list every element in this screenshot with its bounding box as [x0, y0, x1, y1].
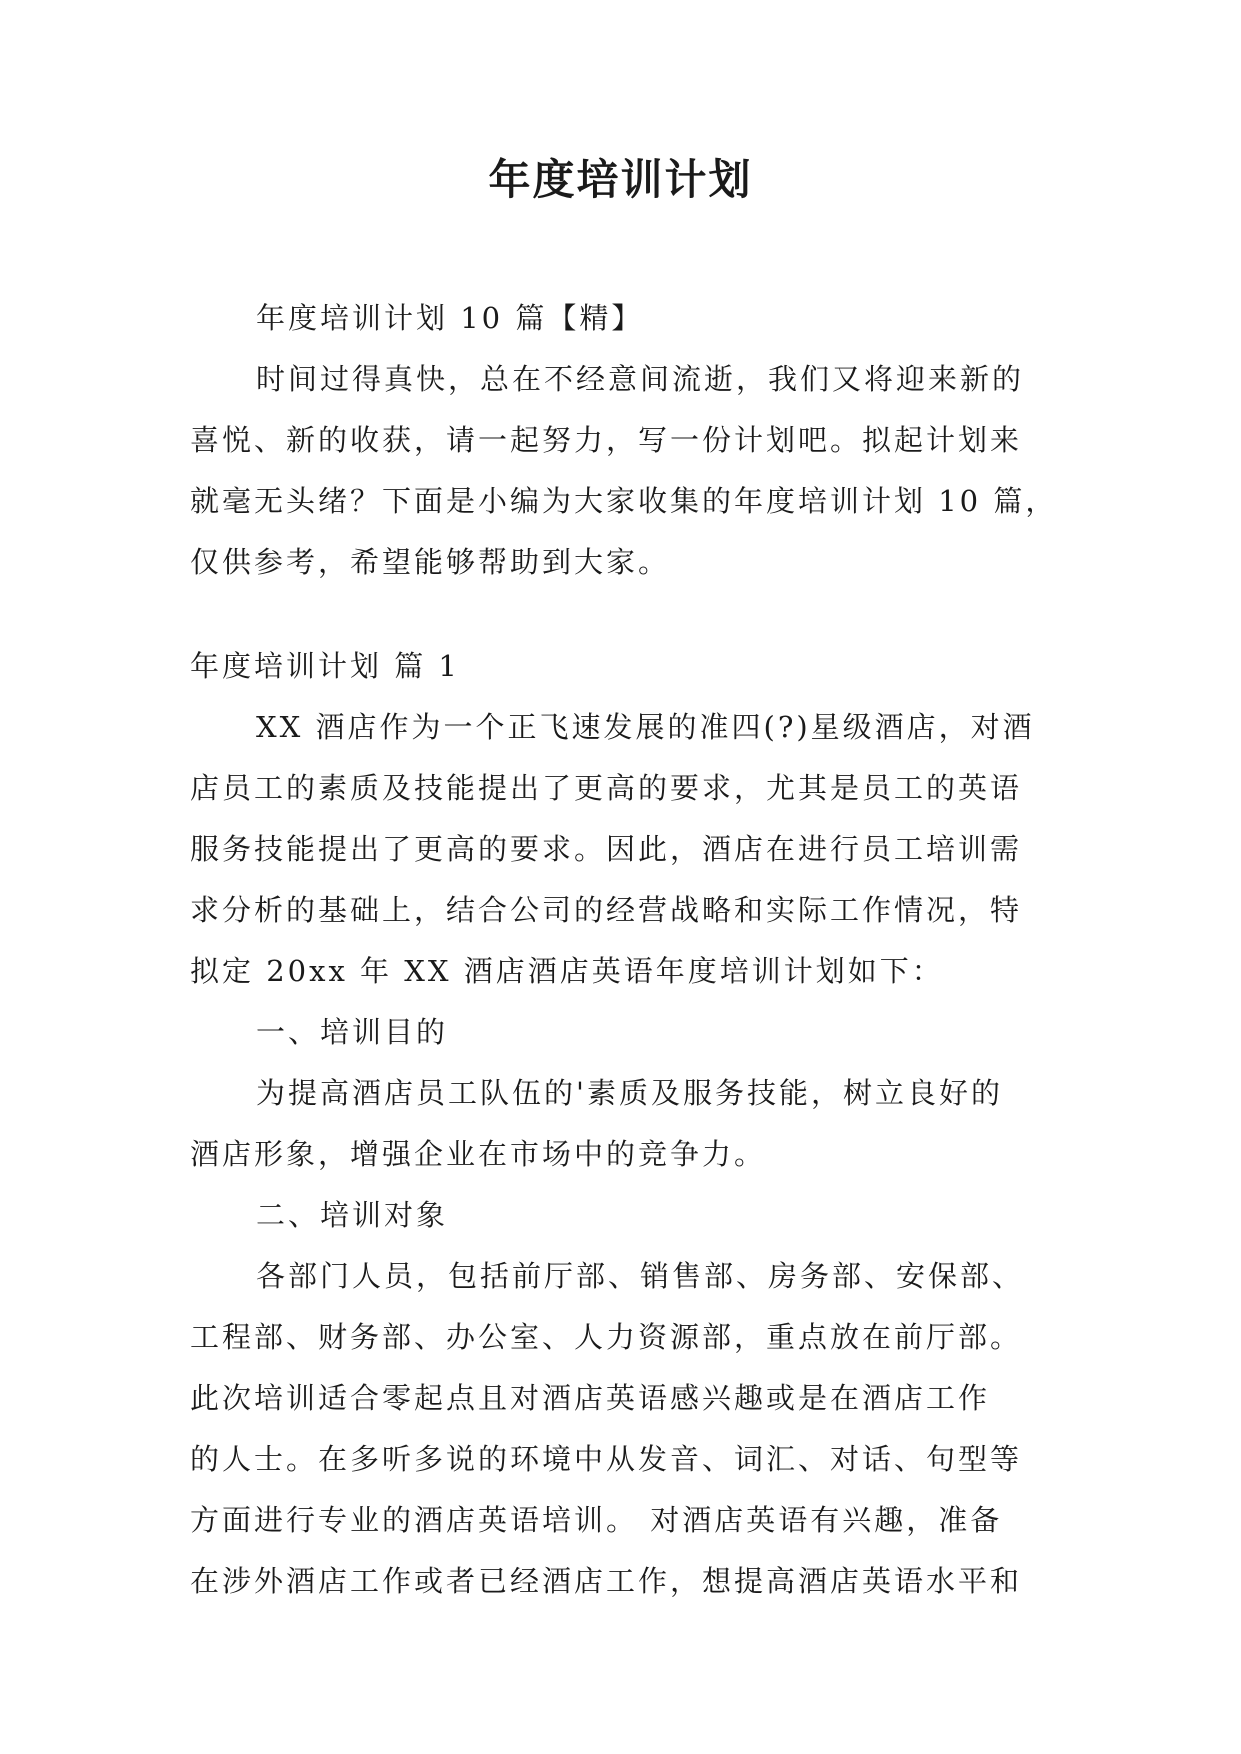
- document-title: 年度培训计划: [488, 155, 753, 204]
- section-heading: 年度培训计划 篇 1: [190, 649, 460, 683]
- intro-paragraph-line: 喜悦、新的收获，请一起努力，写一份计划吧。拟起计划来: [190, 423, 1023, 457]
- target-line: 各部门人员，包括前厅部、销售部、房务部、安保部、: [256, 1259, 1025, 1293]
- intro-subtitle: 年度培训计划 10 篇【精】: [256, 301, 644, 335]
- intro-block: [190, 288, 1070, 593]
- paragraph-line: 求分析的基础上，结合公司的经营战略和实际工作情况，特: [190, 893, 1023, 927]
- paragraph-line: XX 酒店作为一个正飞速发展的准四(?)星级酒店，对酒: [256, 710, 1035, 744]
- intro-paragraph-line: 仅供参考，希望能够帮助到大家。: [190, 545, 671, 579]
- target-heading: 二、培训对象: [256, 1198, 449, 1232]
- paragraph-line: 服务技能提出了更高的要求。因此，酒店在进行员工培训需: [190, 832, 1023, 866]
- target-line: 在涉外酒店工作或者已经酒店工作，想提高酒店英语水平和: [190, 1564, 1023, 1598]
- purpose-line: 为提高酒店员工队伍的'素质及服务技能，树立良好的: [256, 1076, 1003, 1110]
- purpose-heading: 一、培训目的: [256, 1015, 449, 1049]
- target-line: 工程部、财务部、办公室、人力资源部，重点放在前厅部。: [190, 1320, 1023, 1354]
- paragraph-line: 拟定 20xx 年 XX 酒店酒店英语年度培训计划如下：: [190, 954, 944, 988]
- target-line: 方面进行专业的酒店英语培训。 对酒店英语有兴趣，准备: [190, 1503, 1003, 1537]
- target-line: 此次培训适合零起点且对酒店英语感兴趣或是在酒店工作: [190, 1381, 991, 1415]
- intro-paragraph-line: 就毫无头绪？下面是小编为大家收集的年度培训计划 10 篇，: [190, 484, 1058, 518]
- target-line: 的人士。在多听多说的环境中从发音、词汇、对话、句型等: [190, 1442, 1023, 1476]
- intro-paragraph-line: 时间过得真快，总在不经意间流逝，我们又将迎来新的: [256, 362, 1025, 396]
- paragraph-line: 店员工的素质及技能提出了更高的要求，尤其是员工的英语: [190, 771, 1023, 805]
- purpose-line: 酒店形象，增强企业在市场中的竞争力。: [190, 1137, 767, 1171]
- section-1-block: [190, 636, 1070, 1612]
